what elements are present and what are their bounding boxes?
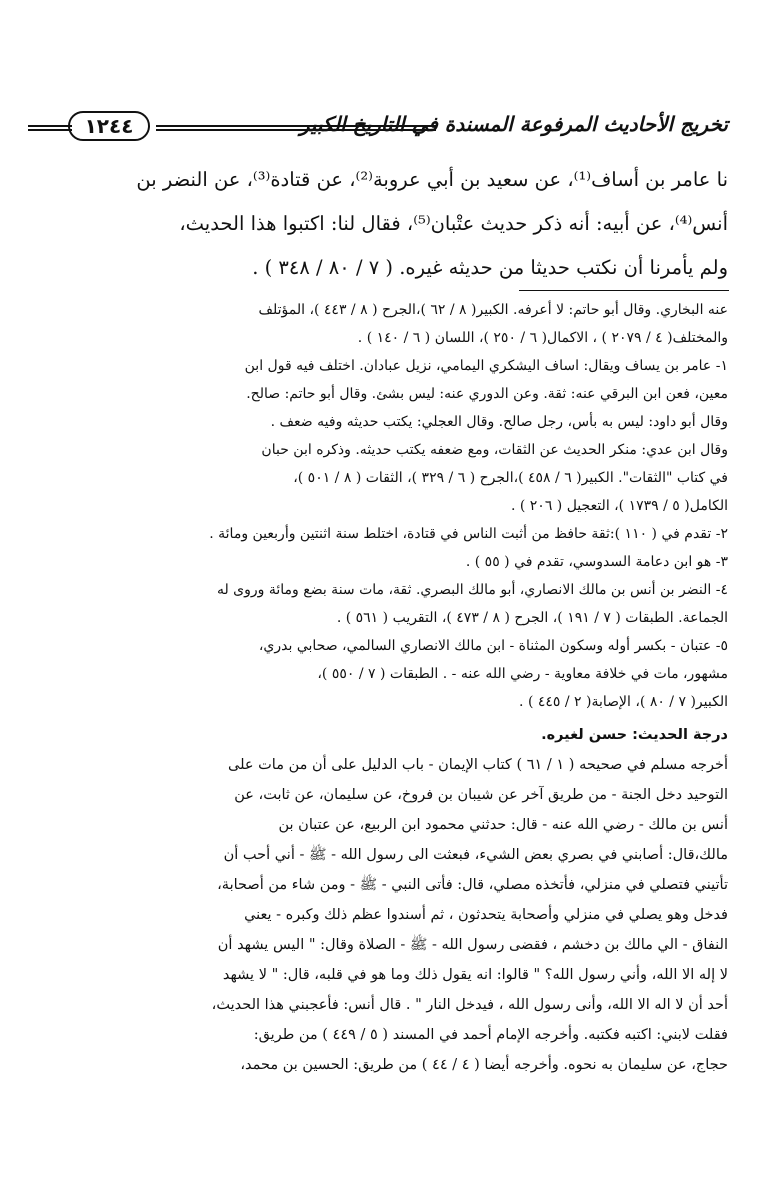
hadith-grade-section [36,720,728,1080]
footnote-line: وقال أبو داود: ليس به بأس، رجل صالح. وقال العجلي: يكتب حديثه وفيه ضعف . [270,414,728,430]
grade-line: أنس بن مالك - رضي الله عنه - قال: حدثني محمود ابن الربيع، عن عتبان بن [278,817,728,833]
grade-line: أحد أن لا اله الا الله، وأنى رسول الله ، فيدخل النار " . قال أنس: فأعجبني هذا الحديث، [211,997,728,1013]
footnote-line: الجماعة. الطبقات ( ٧ / ١٩١ )، الجرح ( ٨ / ٤٧٣ )، التقريب ( ٥٦١ ) . [336,610,728,626]
header-lead-rule [28,125,72,131]
main-line: ولم يأمرنا أن نكتب حديثا من حديثه غيره. ( ٧ / ٨٠ / ٣٤٨ ) . [252,256,728,279]
grade-heading: درجة الحديث: حسن لغيره. [541,727,728,743]
footnote-line: ٤- النضر بن أنس بن مالك الانصاري، أبو مالك البصري. ثقة، مات سنة بضع ومائة وروى له [216,582,728,598]
grade-line: لا إله الا الله، وأني رسول الله؟ " قالوا: انه يقول ذلك وما هو في قلبه، قال: " لا يشهد [222,967,728,983]
footnotes [36,296,728,716]
footnote-line: ٢- تقدم في ( ١١٠ ):ثقة حافظ من أثبت الناس في قتادة، اختلط سنة اثنتين وأربعين ومائة . [209,526,728,542]
footnote-line: في كتاب "الثقات". الكبير( ٦ / ٤٥٨ )،الجرح ( ٦ / ٣٢٩ )، الثقات ( ٨ / ٥٠١ )، [293,470,728,486]
grade-line: حجاج، عن سليمان به نحوه. وأخرجه أيضا ( ٤ / ٤٤ ) من طريق: الحسين بن محمد، [240,1057,728,1073]
grade-line: النفاق - الي مالك بن دخشم ، فقضى رسول الله - ﷺ - الصلاة وقال: " اليس يشهد أن [217,937,728,953]
grade-line: تأتيني فتصلي في منزلي، فأتخذه مصلي، قال: فأتى النبي - ﷺ - ومن شاء من أصحابة، [217,877,728,893]
footnote-line: عنه البخاري. وقال أبو حاتم: لا أعرفه. الكبير( ٨ / ٦٢ )،الجرح ( ٨ / ٤٤٣ )، المؤتلف [258,302,728,318]
footnote-line: الكامل( ٥ / ١٧٣٩ )، التعجيل ( ٢٠٦ ) . [510,498,728,514]
footnote-line: مشهور، مات في خلافة معاوية - رضي الله عنه - . الطبقات ( ٧ / ٥٥٠ )، [317,666,728,682]
page-number: ١٢٤٤ [68,111,150,141]
footnote-line: الكبير( ٧ / ٨٠ )، الإصابة( ٢ / ٤٤٥ ) . [519,694,728,710]
grade-line: فقلت لابني: اكتبه فكتبه. وأخرجه الإمام أحمد في المسند ( ٥ / ٤٤٩ ) من طريق: [253,1027,728,1043]
grade-line: فدخل وهو يصلي في منزلي وأصحابة يتحدثون ، ثم أسندوا عظم ذلك وكبره - يعني [244,907,728,923]
grade-line: التوحيد دخل الجنة - من طريق آخر عن شيبان بن فروخ، عن سليمان، عن ثابت، عن [234,787,728,803]
main-line: نا عامر بن أساف⁽¹⁾، عن سعيد بن أبي عروبة⁽²⁾، عن قتادة⁽³⁾، عن النضر بن [136,168,728,191]
grade-line: أخرجه مسلم في صحيحه ( ١ / ٦١ ) كتاب الإيمان - باب الدليل على أن من مات على [228,757,728,773]
footnote-line: معين، فعن ابن البرقي عنه: ثقة. وعن الدوري عنه: ليس بشئ. وقال أبو حاتم: صالح. [246,386,728,402]
footnote-line: ٥- عتبان - بكسر أوله وسكون المثناة - ابن مالك الانصاري السالمي، صحابي بدري، [258,638,728,654]
footnote-line: وقال ابن عدي: منكر الحديث عن الثقات، ومع ضعفه يكتب حديثه. وذكره ابن حبان [261,442,728,458]
running-title: تخريج الأحاديث المرفوعة المسندة في التاريخ الكبير [299,112,728,136]
footnote-line: ٣- هو ابن دعامة السدوسي، تقدم في ( ٥٥ ) . [465,554,728,570]
grade-line: مالك،قال: أصابني في بصري بعض الشيء، فبعثت الى رسول الله - ﷺ - أني أحب أن [223,847,728,863]
main-text [36,158,728,290]
header-rule [156,125,436,131]
page-header [28,108,728,148]
footnote-line: ١- عامر بن يساف ويقال: اساف اليشكري اليمامي، نزيل عبادان. اختلف فيه قول ابن [244,358,728,374]
footnote-line: والمختلف( ٤ / ٢٠٧٩ ) ، الاكمال( ٦ / ٢٥٠ )، اللسان ( ٦ / ١٤٠ ) . [357,330,728,346]
footnote-divider [519,290,729,291]
main-line: أنس⁽⁴⁾، عن أبيه: أنه ذكر حديث عتْبان⁽⁵⁾، فقال لنا: اكتبوا هذا الحديث، [179,212,728,235]
